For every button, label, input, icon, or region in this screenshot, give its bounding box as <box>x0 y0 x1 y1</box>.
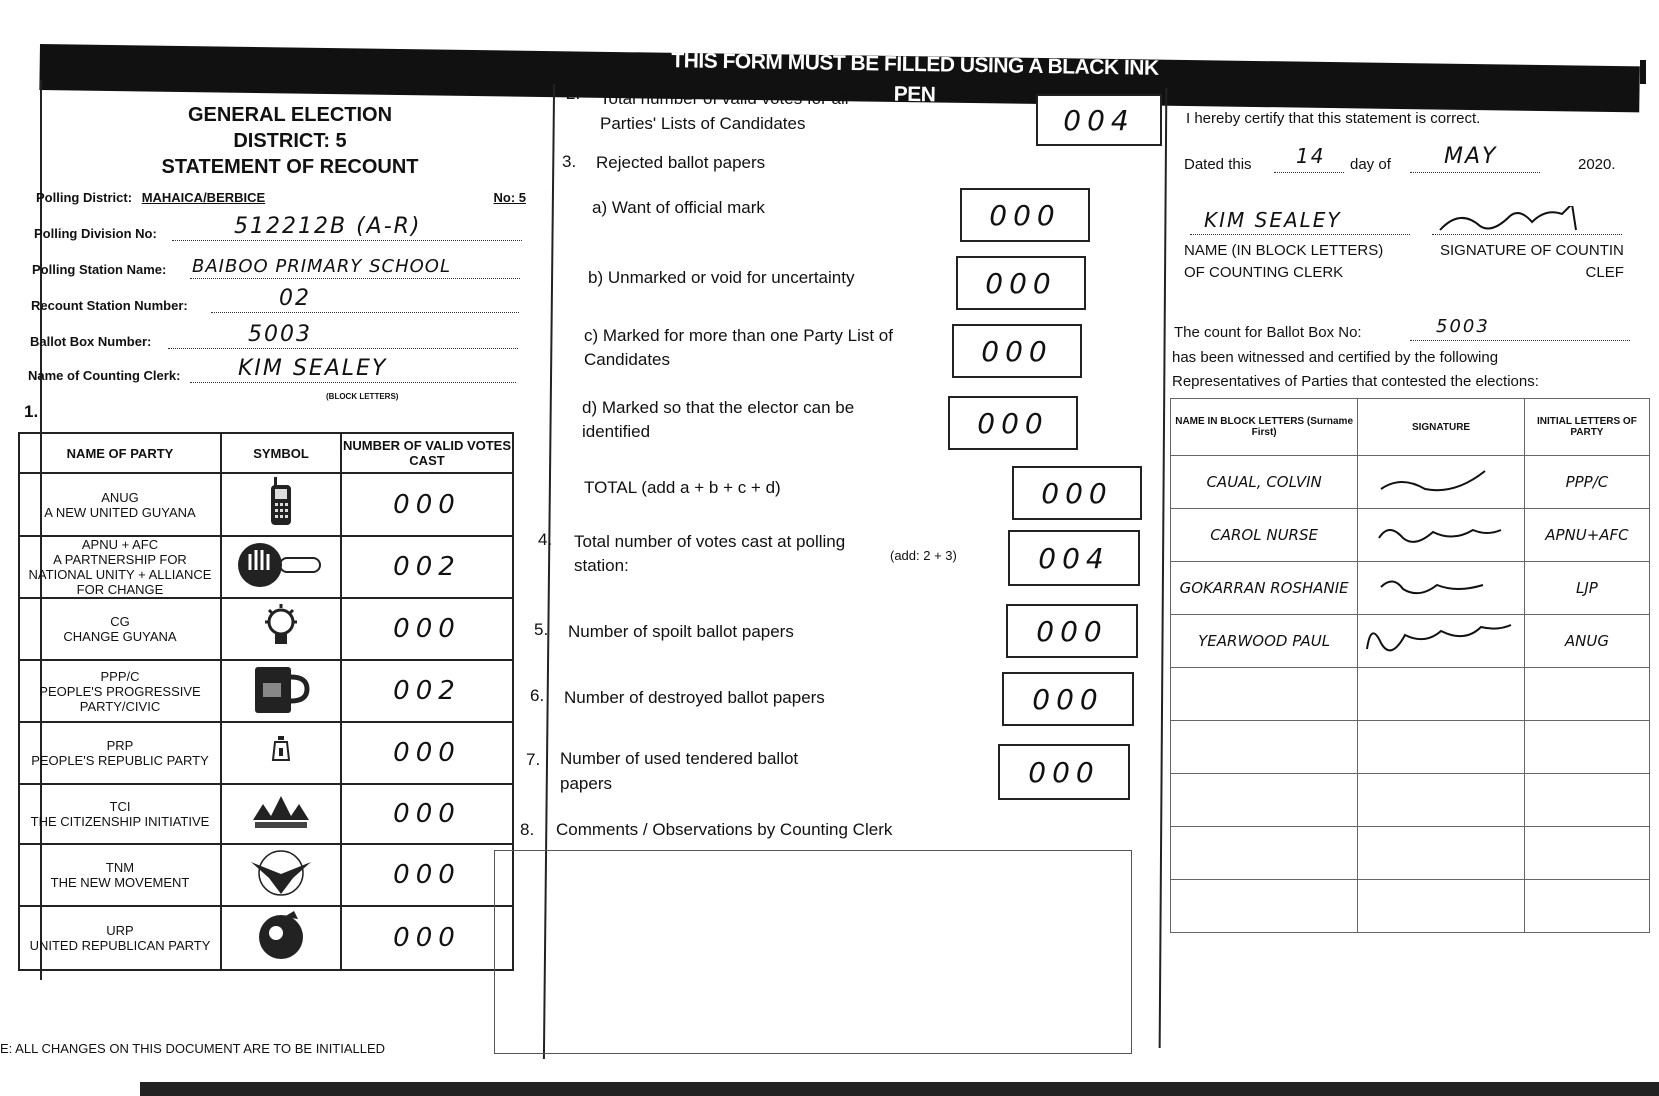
q3b-text: b) Unmarked or void for uncertainty <box>588 268 855 287</box>
eagle-icon <box>221 844 341 906</box>
counting-clerk-row <box>28 356 520 400</box>
party-abbr: ANUG <box>101 489 139 505</box>
ballot-box-value: 5003 <box>248 322 312 347</box>
table-row <box>1171 774 1650 827</box>
rep-party-empty[interactable] <box>1524 668 1649 721</box>
day-value: 14 <box>1296 144 1326 168</box>
clerk-name-caption <box>1184 240 1383 284</box>
table-row <box>1171 668 1650 721</box>
rep-name: CAROL NURSE <box>1171 509 1358 562</box>
rep-signature <box>1358 509 1525 562</box>
rep-signature <box>1358 456 1525 509</box>
ballot-box-row <box>30 322 522 352</box>
party-abbr: APNU + AFC <box>81 537 159 552</box>
recount-station-line <box>211 312 519 313</box>
q2-value-box[interactable]: 004 <box>1036 94 1162 146</box>
party-name-cell <box>19 722 221 784</box>
ballot-box-count-value: 5003 <box>1436 316 1490 337</box>
q7-text-line-2: papers <box>560 774 612 793</box>
q4-number: 4. <box>538 530 553 549</box>
witness-text-line-1: has been witnessed and certified by the following <box>1172 349 1499 366</box>
year-label: 2020. <box>1578 156 1616 173</box>
rep-signature-empty[interactable] <box>1358 721 1525 774</box>
clerk-signature-caption-line-1: SIGNATURE OF COUNTIN <box>1440 242 1624 259</box>
station-name-value: BAIBOO PRIMARY SCHOOL <box>192 256 452 277</box>
votes-cell: 002 <box>341 536 513 598</box>
party-row <box>19 906 513 970</box>
ballot-box-count-line <box>1410 340 1630 341</box>
q2-text <box>600 86 849 136</box>
edge-mark <box>1640 60 1646 84</box>
q3c-text-line-2: Candidates <box>584 350 671 369</box>
q3d-text-line-1: d) Marked so that the elector can be <box>582 398 855 417</box>
rep-signature <box>1358 562 1525 615</box>
q4-text-line-1: Total number of votes cast at polling <box>574 532 846 551</box>
day-line <box>1274 172 1344 173</box>
section-1-number: 1. <box>24 402 39 421</box>
party-row <box>19 473 513 536</box>
ballot-box-label: Ballot Box Number: <box>30 334 152 349</box>
count-for-label: The count for Ballot Box No: <box>1174 324 1362 341</box>
table-row <box>1171 509 1650 562</box>
ballot-box-line <box>168 348 518 349</box>
q6-number: 6. <box>530 686 545 705</box>
q3d-text-line-2: identified <box>582 422 651 441</box>
party-name-cell <box>19 598 221 660</box>
rep-name-empty[interactable] <box>1171 774 1358 827</box>
rep-name-empty[interactable] <box>1171 880 1358 933</box>
rep-signature-empty[interactable] <box>1358 880 1525 933</box>
rep-party: ANUG <box>1524 615 1649 668</box>
rep-party-empty[interactable] <box>1524 774 1649 827</box>
q5-text: Number of spoilt ballot papers <box>568 622 794 641</box>
votes-cell: 000 <box>341 722 513 784</box>
rep-party-empty[interactable] <box>1524 721 1649 774</box>
party-table-header <box>19 433 513 473</box>
party-row <box>19 844 513 906</box>
q2-number: 2. <box>566 84 581 103</box>
polling-division-row <box>34 214 524 244</box>
rep-party-empty[interactable] <box>1524 880 1649 933</box>
votes-cell: 000 <box>341 844 513 906</box>
polling-district-row <box>36 190 526 205</box>
q3d-text <box>582 396 854 444</box>
month-line <box>1410 172 1540 173</box>
q4-text <box>574 530 845 578</box>
q4-value-box[interactable]: 004 <box>1008 530 1140 586</box>
district-number: No: 5 <box>493 190 526 205</box>
clerk-name-caption-line-1: NAME (IN BLOCK LETTERS) <box>1184 242 1384 259</box>
q3d-value-box[interactable]: 000 <box>948 396 1078 450</box>
station-name-row <box>32 250 524 280</box>
clerk-name-handwritten: KIM SEALEY <box>1204 208 1342 232</box>
title-line-2: DISTRICT: 5 <box>233 130 347 152</box>
rep-signature-empty[interactable] <box>1358 668 1525 721</box>
votes-cell: 000 <box>341 473 513 536</box>
title-line-3: STATEMENT OF RECOUNT <box>161 156 419 178</box>
rep-signature-empty[interactable] <box>1358 827 1525 880</box>
table-row <box>1171 827 1650 880</box>
rep-name-empty[interactable] <box>1171 721 1358 774</box>
party-abbr: PPP/C <box>100 668 140 684</box>
q7-number: 7. <box>526 750 541 769</box>
header-symbol: SYMBOL <box>221 433 341 473</box>
party-row <box>19 660 513 722</box>
rep-signature-empty[interactable] <box>1358 774 1525 827</box>
rep-party: LJP <box>1524 562 1649 615</box>
clerk-name-line <box>1190 234 1410 235</box>
footer-note: E: ALL CHANGES ON THIS DOCUMENT ARE TO BE INITIALLED <box>0 1041 386 1056</box>
reps-table-header <box>1171 399 1650 456</box>
votes-cell: 000 <box>341 906 513 970</box>
witness-text <box>1172 346 1539 394</box>
block-letters-caption: (BLOCK LETTERS) <box>326 392 399 401</box>
counting-clerk-label: Name of Counting Clerk: <box>28 368 181 383</box>
flower-icon <box>221 784 341 844</box>
polling-division-line <box>172 240 522 241</box>
party-row <box>19 784 513 844</box>
party-name: UNITED REPUBLICAN PARTY <box>29 938 211 953</box>
polling-division-value: 512212B (A-R) <box>234 214 422 239</box>
table-row <box>1171 456 1650 509</box>
rep-name: CAUAL, COLVIN <box>1171 456 1358 509</box>
rep-name: YEARWOOD PAUL <box>1171 615 1358 668</box>
rep-party-empty[interactable] <box>1524 827 1649 880</box>
party-abbr: PRP <box>106 738 134 753</box>
party-row <box>19 536 513 598</box>
clerk-signature-mark <box>1436 206 1606 242</box>
party-representatives-table <box>1170 398 1650 933</box>
table-row <box>1171 880 1650 933</box>
counting-clerk-line <box>190 382 516 383</box>
party-name: CHANGE GUYANA <box>63 629 177 644</box>
q7-text <box>560 746 798 796</box>
reps-header-name: NAME IN BLOCK LETTERS (Surname First) <box>1171 399 1358 456</box>
q8-text: Comments / Observations by Counting Clerk <box>556 820 893 839</box>
polling-district-value: MAHAICA/BERBICE <box>141 190 266 205</box>
dated-this-label: Dated this <box>1184 156 1252 173</box>
party-row <box>19 722 513 784</box>
rep-signature <box>1358 615 1525 668</box>
party-abbr: CG <box>110 614 130 629</box>
witness-text-line-2: Representatives of Parties that contested the elections: <box>1172 373 1539 390</box>
dated-row <box>1184 140 1624 180</box>
q8-number: 8. <box>520 820 535 839</box>
day-of-label: day of <box>1350 156 1391 173</box>
form-title <box>120 102 460 180</box>
table-row <box>1171 562 1650 615</box>
q6-text: Number of destroyed ballot papers <box>564 688 825 707</box>
rep-name-empty[interactable] <box>1171 827 1358 880</box>
party-abbr: TCI <box>109 799 131 814</box>
month-value: MAY <box>1444 144 1498 169</box>
middle-column-divider <box>1159 88 1168 1048</box>
q4-add-note: (add: 2 + 3) <box>890 548 957 563</box>
votes-cell: 000 <box>341 784 513 844</box>
recount-station-label: Recount Station Number: <box>31 298 188 313</box>
cellphone-icon <box>221 473 341 536</box>
party-name: PEOPLE'S REPUBLIC PARTY <box>31 753 209 768</box>
q2-text-line-2: Parties' Lists of Candidates <box>600 114 806 133</box>
lantern-icon <box>221 722 341 784</box>
votes-cell: 002 <box>341 660 513 722</box>
polling-district-label: Polling District: <box>36 190 133 205</box>
table-row <box>1171 721 1650 774</box>
q3c-text <box>584 324 893 372</box>
banner-text: THIS FORM MUST BE FILLED USING A BLACK INK PEN <box>671 49 1159 107</box>
bottom-edge-shadow <box>140 1082 1659 1096</box>
station-name-line <box>190 278 520 279</box>
cup-icon <box>221 660 341 722</box>
clerk-signature-caption-line-2: CLEF <box>1585 264 1624 281</box>
reps-header-party: INITIAL LETTERS OF PARTY <box>1524 399 1649 456</box>
q3c-value-box[interactable]: 000 <box>952 324 1082 378</box>
q5-number: 5. <box>534 620 549 639</box>
party-name-cell <box>19 784 221 844</box>
q3-text: Rejected ballot papers <box>596 153 766 172</box>
q3a-text: a) Want of official mark <box>592 198 765 217</box>
globe-icon <box>221 906 341 970</box>
certify-statement: I hereby certify that this statement is correct. <box>1186 110 1481 127</box>
party-abbr: URP <box>106 923 134 938</box>
party-name-cell <box>19 536 221 598</box>
table-row <box>1171 615 1650 668</box>
q5-value-box[interactable]: 000 <box>1006 604 1138 658</box>
polling-division-label: Polling Division No: <box>34 226 157 241</box>
ballot-box-count-row <box>1174 316 1640 348</box>
q3b-value-box[interactable]: 000 <box>956 256 1086 310</box>
party-name-cell <box>19 844 221 906</box>
reps-header-signature: SIGNATURE <box>1358 399 1525 456</box>
header-party-name: NAME OF PARTY <box>19 433 221 473</box>
total-text: TOTAL (add a + b + c + d) <box>584 478 781 497</box>
party-name-cell <box>19 473 221 536</box>
party-votes-table <box>18 432 514 971</box>
q7-value-box[interactable]: 000 <box>998 744 1130 800</box>
party-name: A NEW UNITED GUYANA <box>44 504 196 520</box>
q4-text-line-2: station: <box>574 556 629 575</box>
header-votes: NUMBER OF VALID VOTES CAST <box>341 433 513 473</box>
title-line-1: GENERAL ELECTION <box>187 104 393 126</box>
party-row <box>19 598 513 660</box>
recount-station-row <box>31 286 523 316</box>
q3c-text-line-1: c) Marked for more than one Party List of <box>584 326 893 345</box>
party-name-cell <box>19 660 221 722</box>
q7-text-line-1: Number of used tendered ballot <box>560 749 799 768</box>
total-value-box[interactable]: 000 <box>1012 466 1142 520</box>
votes-cell: 000 <box>341 598 513 660</box>
q6-value-box[interactable]: 000 <box>1002 672 1134 726</box>
q2-text-line-1: Total number of valid votes for all <box>600 89 849 108</box>
party-name-cell <box>19 906 221 970</box>
party-name: PEOPLE'S PROGRESSIVE PARTY/CIVIC <box>39 683 201 714</box>
q3-number: 3. <box>562 152 577 171</box>
q3a-value-box[interactable]: 000 <box>960 188 1090 242</box>
party-abbr: TNM <box>105 860 135 875</box>
rep-party: PPP/C <box>1524 456 1649 509</box>
counting-clerk-value: KIM SEALEY <box>238 356 388 381</box>
rep-party: APNU+AFC <box>1524 509 1649 562</box>
recount-station-value: 02 <box>279 286 311 311</box>
clerk-signature-block <box>1184 204 1644 281</box>
party-name: THE NEW MOVEMENT <box>50 875 190 890</box>
party-name: A PARTNERSHIP FOR NATIONAL UNITY + ALLIANCE FOR CHANGE <box>28 552 212 597</box>
lightbulb-icon <box>221 598 341 660</box>
clerk-name-caption-line-2: OF COUNTING CLERK <box>1184 264 1344 281</box>
rep-name: GOKARRAN ROSHANIE <box>1171 562 1358 615</box>
station-name-label: Polling Station Name: <box>32 262 167 277</box>
rep-name-empty[interactable] <box>1171 668 1358 721</box>
clerk-signature-caption <box>1440 240 1624 284</box>
party-name: THE CITIZENSHIP INITIATIVE <box>30 814 210 829</box>
comments-box[interactable] <box>494 850 1132 1054</box>
hand-key-icon <box>221 536 341 598</box>
